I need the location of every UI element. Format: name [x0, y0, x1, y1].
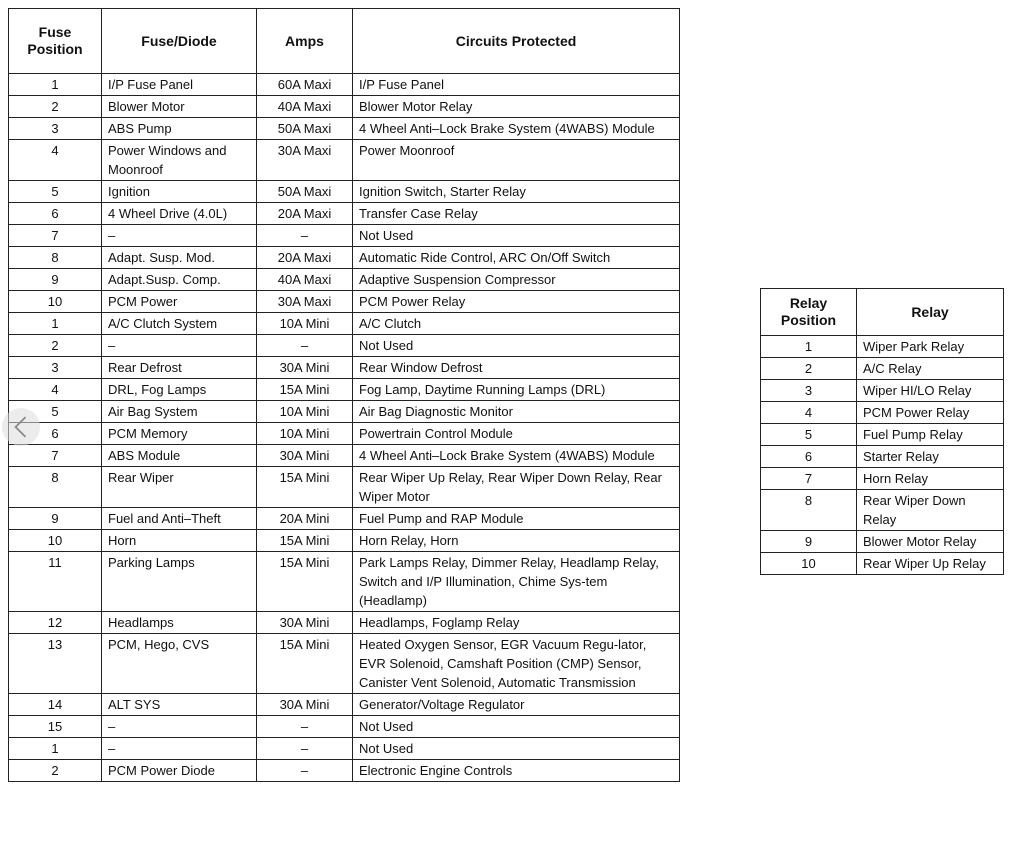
- amps-cell: 20A Maxi: [257, 203, 353, 225]
- relay-name-cell: Starter Relay: [857, 446, 1004, 468]
- fuse-diode-cell: PCM Memory: [102, 423, 257, 445]
- amps-cell: –: [257, 738, 353, 760]
- fuse-diode-cell: Air Bag System: [102, 401, 257, 423]
- fuse-diode-cell: Headlamps: [102, 612, 257, 634]
- circuits-cell: Heated Oxygen Sensor, EGR Vacuum Regu-lator, EVR Solenoid, Camshaft Position (CMP) Sensor, Canister Vent Solenoid, Automatic Transmission: [353, 634, 680, 694]
- fuse-diode-cell: A/C Clutch System: [102, 313, 257, 335]
- circuits-cell: Not Used: [353, 335, 680, 357]
- table-row: [9, 508, 680, 530]
- amps-cell: –: [257, 716, 353, 738]
- table-row: [9, 247, 680, 269]
- circuits-cell: Not Used: [353, 225, 680, 247]
- amps-cell: 50A Maxi: [257, 181, 353, 203]
- circuits-cell: Power Moonroof: [353, 140, 680, 181]
- amps-cell: 15A Mini: [257, 530, 353, 552]
- circuits-cell: Fuel Pump and RAP Module: [353, 508, 680, 530]
- circuits-cell: A/C Clutch: [353, 313, 680, 335]
- fuse-diode-cell: Adapt. Susp. Mod.: [102, 247, 257, 269]
- amps-cell: 10A Mini: [257, 401, 353, 423]
- fuse-diode-cell: DRL, Fog Lamps: [102, 379, 257, 401]
- fuse-diode-cell: PCM Power: [102, 291, 257, 313]
- circuits-cell: Park Lamps Relay, Dimmer Relay, Headlamp Relay, Switch and I/P Illumination, Chime Sys-tem (Headlamp): [353, 552, 680, 612]
- circuits-cell: Blower Motor Relay: [353, 96, 680, 118]
- fuse-diode-cell: ABS Pump: [102, 118, 257, 140]
- table-row: [9, 291, 680, 313]
- table-row: [9, 423, 680, 445]
- table-row: [9, 96, 680, 118]
- fuse-diode-cell: ALT SYS: [102, 694, 257, 716]
- table-row: [761, 531, 1004, 553]
- table-row: [9, 74, 680, 96]
- relay-position-cell: 6: [761, 446, 857, 468]
- fuse-diode-cell: Parking Lamps: [102, 552, 257, 612]
- header-relay: Relay: [857, 289, 1004, 336]
- fuse-position-cell: 13: [9, 634, 102, 694]
- fuse-position-cell: 5: [9, 181, 102, 203]
- fuse-position-cell: 15: [9, 716, 102, 738]
- table-row: [9, 716, 680, 738]
- chevron-left-icon: [12, 415, 30, 439]
- header-fuse-position: Fuse Position: [9, 9, 102, 74]
- amps-cell: 60A Maxi: [257, 74, 353, 96]
- fuse-position-cell: 14: [9, 694, 102, 716]
- fuse-position-cell: 10: [9, 530, 102, 552]
- relay-name-cell: Blower Motor Relay: [857, 531, 1004, 553]
- table-row: [761, 446, 1004, 468]
- circuits-cell: I/P Fuse Panel: [353, 74, 680, 96]
- amps-cell: 10A Mini: [257, 313, 353, 335]
- fuse-diode-cell: –: [102, 738, 257, 760]
- fuse-position-cell: 11: [9, 552, 102, 612]
- circuits-cell: Electronic Engine Controls: [353, 760, 680, 782]
- table-row: [761, 358, 1004, 380]
- fuse-position-cell: 8: [9, 467, 102, 508]
- amps-cell: 15A Mini: [257, 379, 353, 401]
- amps-cell: 30A Mini: [257, 445, 353, 467]
- table-row: [761, 380, 1004, 402]
- table-row: [9, 760, 680, 782]
- relay-position-cell: 7: [761, 468, 857, 490]
- table-row: [9, 379, 680, 401]
- relay-name-cell: Rear Wiper Up Relay: [857, 553, 1004, 575]
- circuits-cell: 4 Wheel Anti–Lock Brake System (4WABS) Module: [353, 118, 680, 140]
- relay-position-cell: 5: [761, 424, 857, 446]
- table-row: [9, 467, 680, 508]
- amps-cell: 40A Maxi: [257, 269, 353, 291]
- fuse-diode-cell: ABS Module: [102, 445, 257, 467]
- fuse-diode-cell: Power Windows and Moonroof: [102, 140, 257, 181]
- circuits-cell: Adaptive Suspension Compressor: [353, 269, 680, 291]
- table-row: [761, 424, 1004, 446]
- header-relay-position: Relay Position: [761, 289, 857, 336]
- amps-cell: 30A Maxi: [257, 140, 353, 181]
- circuits-cell: Rear Wiper Up Relay, Rear Wiper Down Relay, Rear Wiper Motor: [353, 467, 680, 508]
- circuits-cell: Ignition Switch, Starter Relay: [353, 181, 680, 203]
- circuits-cell: Not Used: [353, 738, 680, 760]
- fuse-diode-cell: Adapt.Susp. Comp.: [102, 269, 257, 291]
- circuits-cell: Air Bag Diagnostic Monitor: [353, 401, 680, 423]
- fuse-position-cell: 12: [9, 612, 102, 634]
- amps-cell: –: [257, 760, 353, 782]
- fuse-diode-cell: Rear Defrost: [102, 357, 257, 379]
- relay-table-header: [761, 289, 1004, 336]
- amps-cell: 15A Mini: [257, 552, 353, 612]
- fuse-diode-cell: –: [102, 716, 257, 738]
- table-row: [9, 335, 680, 357]
- fuse-position-cell: 3: [9, 118, 102, 140]
- fuse-diode-cell: PCM Power Diode: [102, 760, 257, 782]
- table-row: [9, 357, 680, 379]
- relay-name-cell: Wiper HI/LO Relay: [857, 380, 1004, 402]
- table-row: [9, 140, 680, 181]
- fuse-diode-cell: 4 Wheel Drive (4.0L): [102, 203, 257, 225]
- relay-name-cell: PCM Power Relay: [857, 402, 1004, 424]
- circuits-cell: 4 Wheel Anti–Lock Brake System (4WABS) Module: [353, 445, 680, 467]
- fuse-diode-cell: Rear Wiper: [102, 467, 257, 508]
- fuse-position-cell: 9: [9, 508, 102, 530]
- table-row: [761, 336, 1004, 358]
- fuse-diode-cell: –: [102, 335, 257, 357]
- amps-cell: 15A Mini: [257, 634, 353, 694]
- fuse-position-cell: 2: [9, 96, 102, 118]
- table-row: [9, 313, 680, 335]
- circuits-cell: Fog Lamp, Daytime Running Lamps (DRL): [353, 379, 680, 401]
- fuse-position-cell: 10: [9, 291, 102, 313]
- fuse-position-cell: 6: [9, 423, 102, 445]
- circuits-cell: Powertrain Control Module: [353, 423, 680, 445]
- relay-name-cell: A/C Relay: [857, 358, 1004, 380]
- fuse-position-cell: 2: [9, 760, 102, 782]
- fuse-table-header: [9, 9, 680, 74]
- circuits-cell: Headlamps, Foglamp Relay: [353, 612, 680, 634]
- relay-position-cell: 1: [761, 336, 857, 358]
- relay-name-cell: Rear Wiper Down Relay: [857, 490, 1004, 531]
- relay-name-cell: Horn Relay: [857, 468, 1004, 490]
- table-row: [9, 634, 680, 694]
- circuits-cell: Rear Window Defrost: [353, 357, 680, 379]
- fuse-position-cell: 6: [9, 203, 102, 225]
- table-row: [761, 402, 1004, 424]
- fuse-position-cell: 2: [9, 335, 102, 357]
- table-row: [9, 203, 680, 225]
- relay-name-cell: Wiper Park Relay: [857, 336, 1004, 358]
- relay-name-cell: Fuel Pump Relay: [857, 424, 1004, 446]
- table-row: [9, 552, 680, 612]
- circuits-cell: Automatic Ride Control, ARC On/Off Switch: [353, 247, 680, 269]
- amps-cell: 30A Maxi: [257, 291, 353, 313]
- fuse-position-cell: 4: [9, 140, 102, 181]
- fuse-position-cell: 8: [9, 247, 102, 269]
- relay-position-cell: 3: [761, 380, 857, 402]
- amps-cell: 10A Mini: [257, 423, 353, 445]
- table-row: [9, 612, 680, 634]
- circuits-cell: Horn Relay, Horn: [353, 530, 680, 552]
- table-row: [9, 445, 680, 467]
- fuse-table: [8, 8, 680, 782]
- amps-cell: 30A Mini: [257, 612, 353, 634]
- table-row: [761, 553, 1004, 575]
- fuse-diode-cell: I/P Fuse Panel: [102, 74, 257, 96]
- table-row: [761, 468, 1004, 490]
- fuse-diode-cell: –: [102, 225, 257, 247]
- fuse-diode-cell: Fuel and Anti–Theft: [102, 508, 257, 530]
- fuse-position-cell: 4: [9, 379, 102, 401]
- circuits-cell: Transfer Case Relay: [353, 203, 680, 225]
- relay-position-cell: 9: [761, 531, 857, 553]
- amps-cell: 40A Maxi: [257, 96, 353, 118]
- fuse-position-cell: 7: [9, 225, 102, 247]
- relay-position-cell: 2: [761, 358, 857, 380]
- table-row: [9, 530, 680, 552]
- amps-cell: 15A Mini: [257, 467, 353, 508]
- table-row: [9, 738, 680, 760]
- amps-cell: 20A Maxi: [257, 247, 353, 269]
- amps-cell: 50A Maxi: [257, 118, 353, 140]
- circuits-cell: PCM Power Relay: [353, 291, 680, 313]
- table-row: [9, 181, 680, 203]
- table-row: [9, 694, 680, 716]
- table-row: [9, 118, 680, 140]
- fuse-position-cell: 7: [9, 445, 102, 467]
- circuits-cell: Generator/Voltage Regulator: [353, 694, 680, 716]
- amps-cell: 30A Mini: [257, 694, 353, 716]
- amps-cell: –: [257, 225, 353, 247]
- table-row: [9, 401, 680, 423]
- relay-position-cell: 10: [761, 553, 857, 575]
- fuse-diode-cell: Ignition: [102, 181, 257, 203]
- amps-cell: 30A Mini: [257, 357, 353, 379]
- table-row: [9, 269, 680, 291]
- fuse-position-cell: 9: [9, 269, 102, 291]
- fuse-position-cell: 1: [9, 313, 102, 335]
- circuits-cell: Not Used: [353, 716, 680, 738]
- table-row: [9, 225, 680, 247]
- header-fuse-diode: Fuse/Diode: [102, 9, 257, 74]
- table-row: [761, 490, 1004, 531]
- fuse-diode-cell: Horn: [102, 530, 257, 552]
- relay-table: [760, 288, 1004, 575]
- fuse-position-cell: 1: [9, 74, 102, 96]
- relay-position-cell: 4: [761, 402, 857, 424]
- fuse-diode-cell: Blower Motor: [102, 96, 257, 118]
- fuse-position-cell: 3: [9, 357, 102, 379]
- relay-position-cell: 8: [761, 490, 857, 531]
- amps-cell: 20A Mini: [257, 508, 353, 530]
- header-circuits-protected: Circuits Protected: [353, 9, 680, 74]
- fuse-position-cell: 1: [9, 738, 102, 760]
- header-amps: Amps: [257, 9, 353, 74]
- fuse-position-cell: 5: [9, 401, 102, 423]
- amps-cell: –: [257, 335, 353, 357]
- fuse-diode-cell: PCM, Hego, CVS: [102, 634, 257, 694]
- previous-page-button[interactable]: [2, 408, 40, 446]
